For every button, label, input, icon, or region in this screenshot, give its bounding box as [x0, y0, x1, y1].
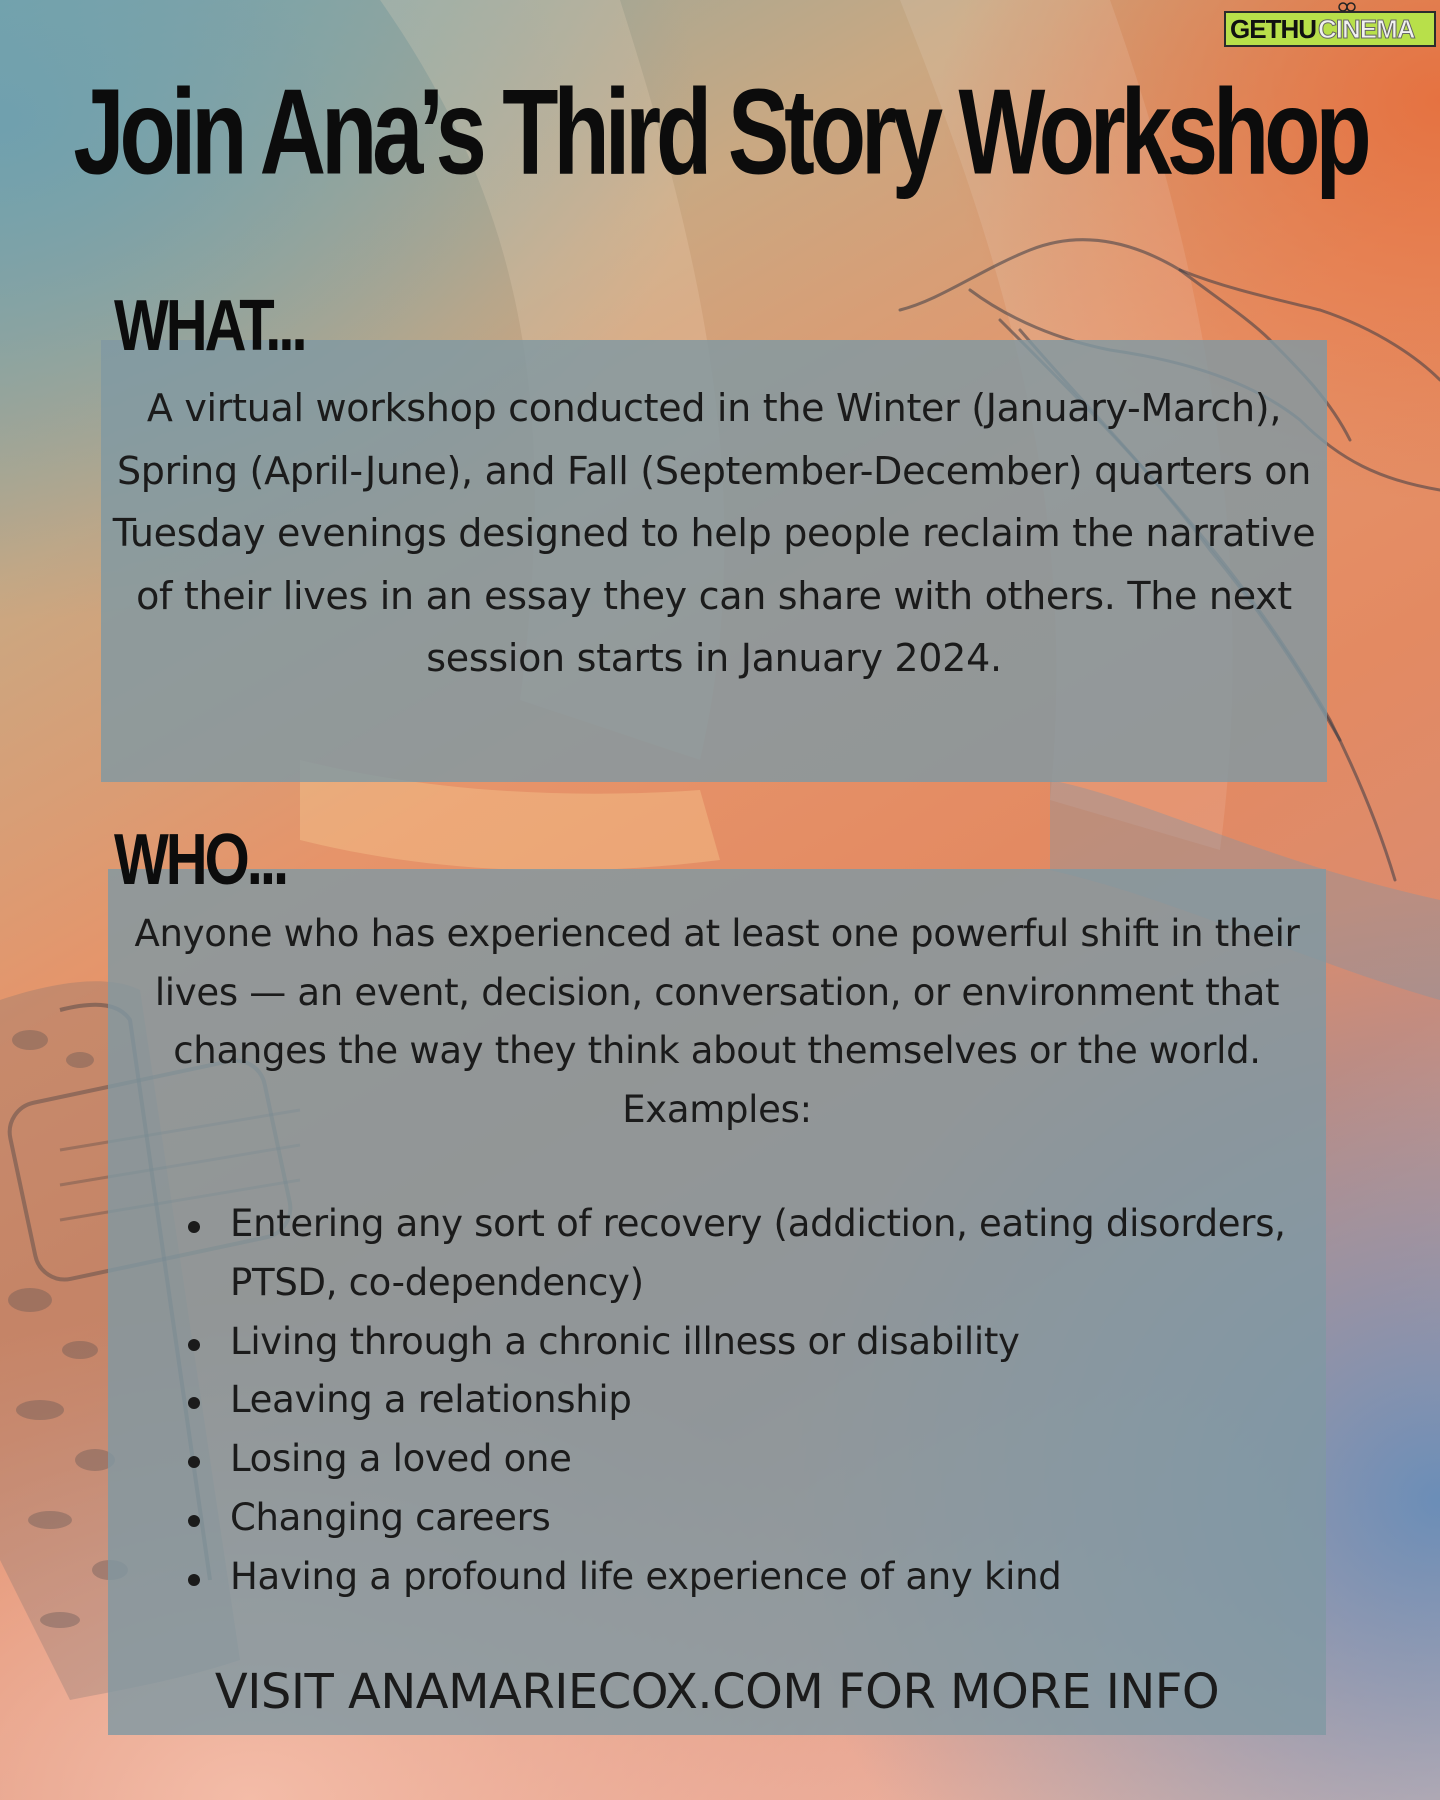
list-item — [188, 1195, 1326, 1313]
who-heading: WHO... — [114, 819, 287, 901]
film-reel-icon — [1338, 2, 1356, 14]
list-item-text: Entering any sort of recovery (addiction, eating disorders, PTSD, co-dependency) — [230, 1202, 1286, 1304]
list-item — [188, 1430, 1326, 1489]
bullet-icon — [188, 1574, 200, 1586]
list-item-text: Living through a chronic illness or disability — [230, 1319, 1020, 1363]
cta-text: VISIT ANAMARIECOX.COM FOR MORE INFO — [214, 1664, 1220, 1720]
list-item — [188, 1489, 1326, 1548]
list-item — [188, 1371, 1326, 1430]
bullet-icon — [188, 1515, 200, 1527]
what-description: A virtual workshop conducted in the Winter (January-March), Spring (April-June), and Fall (September-December) quarters on Tuesday evenings designed to help people reclaim the narrative of their lives in an essay they can share with others. The next session starts in January 2024. — [112, 386, 1316, 681]
list-item — [188, 1313, 1326, 1372]
what-heading: WHAT... — [114, 285, 305, 367]
examples-list — [108, 1195, 1326, 1607]
who-panel — [108, 869, 1326, 1735]
who-description: Anyone who has experienced at least one powerful shift in their lives — an event, decision, conversation, or environment that changes the way they think about themselves or the world. Examples: — [134, 912, 1300, 1131]
bullet-icon — [188, 1221, 200, 1233]
bullet-icon — [188, 1397, 200, 1409]
watermark-text-part2: CINEMA — [1318, 14, 1415, 44]
list-item — [188, 1548, 1326, 1607]
list-item-text: Having a profound life experience of any kind — [230, 1554, 1062, 1598]
page-title: Join Ana’s Third Story Workshop — [73, 65, 1367, 201]
what-panel — [101, 340, 1327, 782]
list-item-text: Leaving a relationship — [230, 1378, 632, 1422]
list-item-text: Changing careers — [230, 1495, 551, 1539]
watermark-logo — [1224, 11, 1436, 47]
bullet-icon — [188, 1339, 200, 1351]
watermark-text-part1: GETHU — [1230, 14, 1316, 44]
bullet-icon — [188, 1456, 200, 1468]
list-item-text: Losing a loved one — [230, 1437, 572, 1481]
